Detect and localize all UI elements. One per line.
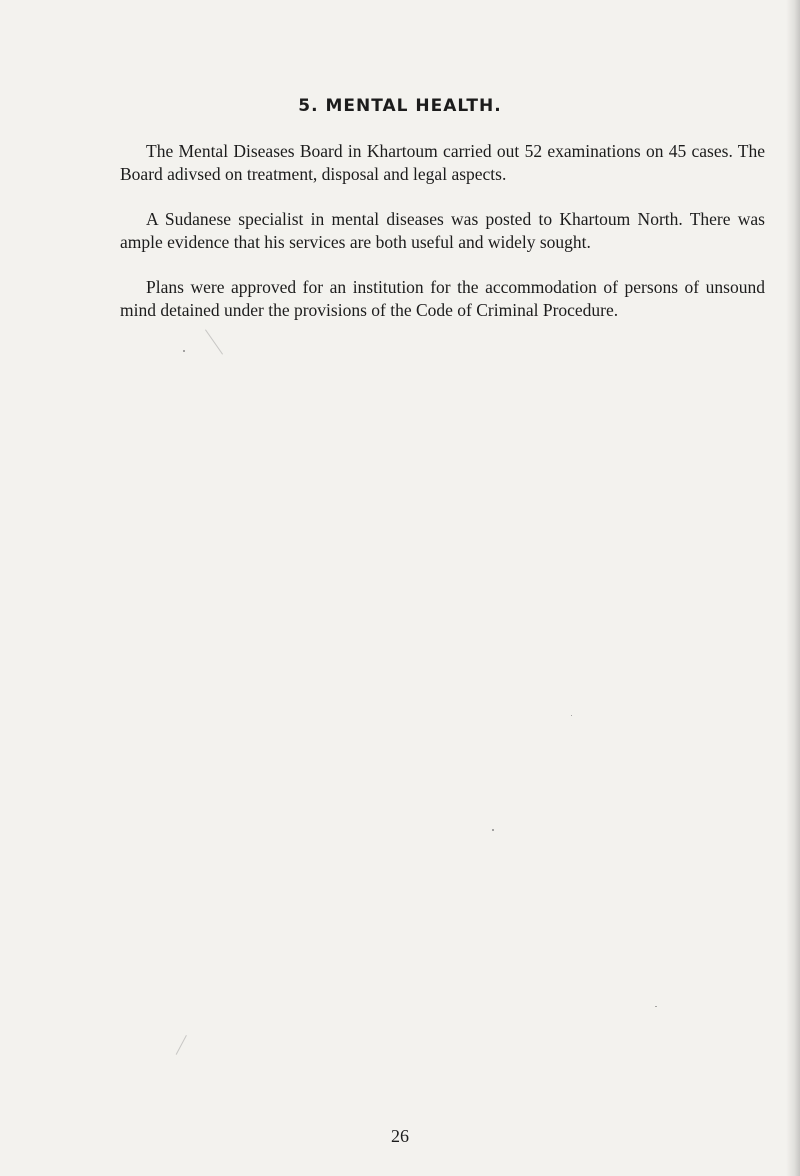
scan-speck xyxy=(571,715,572,716)
paragraph-mental-diseases-board: The Mental Diseases Board in Khartoum carried out 52 examinations on 45 cases. The Board adivsed on treatment, disposal and legal aspects. xyxy=(120,141,765,184)
page-edge-shadow xyxy=(786,0,800,1176)
page-number: 26 xyxy=(391,1126,409,1146)
scan-speck xyxy=(492,829,494,831)
scan-speck xyxy=(655,1006,657,1007)
paragraph-sudanese-specialist: A Sudanese specialist in mental diseases was posted to Khartoum North. There was ample evidence that his services are both useful and widely sought. xyxy=(120,209,765,252)
scan-mark xyxy=(205,329,223,354)
scan-mark xyxy=(176,1035,187,1055)
scan-speck xyxy=(183,350,185,352)
section-heading: 5. MENTAL HEALTH. xyxy=(298,96,502,116)
paragraph-institution-plans: Plans were approved for an institution for the accommodation of persons of unsound mind detained under the provisions of the Code of Criminal Procedure. xyxy=(120,277,765,320)
